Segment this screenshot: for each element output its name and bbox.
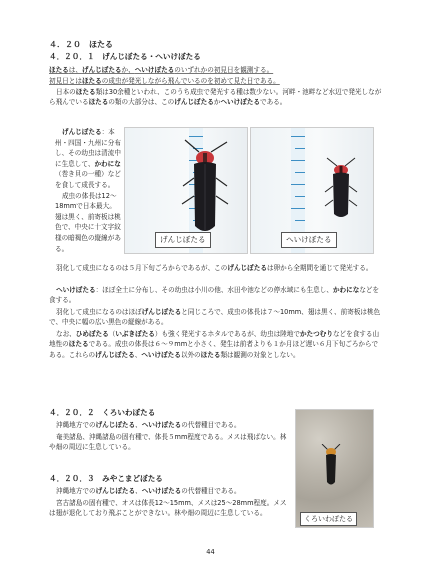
keyword: ひめぼたる [75,330,109,338]
keyword: げんじぼたる [95,421,136,429]
keyword: ほたる [75,88,96,96]
underlined-sentence-1 [49,66,273,74]
keyword: げんじぼたる [95,487,136,495]
text: の代替種目である。 [181,421,241,429]
text: か [213,98,221,107]
genji-paragraph-2: 成虫の体長は12～18mmで日本最大。翅は黒く、前寄板は桃色で、中央に十文字紋様の暗褐色の縦線がある。 [55,191,121,253]
keyword: かわにな [94,159,121,168]
photo-kuroiwa-firefly [295,409,374,528]
firefly-kuroiwa-icon [318,444,344,488]
text: は、 [68,66,82,74]
text: などを食する。 [49,286,380,305]
definition-line-1 [49,65,383,75]
text: 羽化して成虫になるのはほぼ [56,308,142,316]
text: なお、 [56,330,76,338]
subsection-title-4-20-3: ４．２０．３ みやこまどぼたる [49,474,163,483]
keyword: げんじぼたる [81,66,122,74]
keyword: いぶきぼたる [115,330,155,338]
text: （巻き貝の一種）などを食して成長する。 [55,170,121,189]
keyword: ほたる [88,98,109,107]
page-number: 44 [206,548,215,556]
genji-description [55,127,121,254]
text: 、 [135,487,142,495]
heike-paragraph-1 [49,285,383,306]
miyako-paragraph: 宮古諸島の固有種で、オスは体長12～15mm、メスは25～28mm程度。メスは翅が退化しており飛ぶことができない。林や畑の周辺に生息している。 [49,499,287,518]
photo-heike-firefly [250,127,374,254]
keyword: げんじぼたる [227,264,267,272]
keyword: げんじぼたる [141,308,182,316]
text: のいずれかの初見日を観測する。 [174,66,274,74]
keyword: かわにな [332,286,360,294]
text: 以外の [180,350,201,359]
keyword: ほたる [81,77,102,85]
text: の類の大部分は、この [108,98,175,107]
emergence-paragraph [49,263,383,273]
text: と同じころで、成虫の体長は７～10mm、翅は黒く、前寄板は桃色で、中央に幅の広い黒色の縦線がある。 [49,308,381,327]
intro-paragraph [49,87,383,108]
miyako-line-1 [49,486,291,496]
kuroiwa-line-2: 奄美諸島、沖縄諸島の固有種で、体長５mm程度である。メスは飛ばない。林や畑の周辺に生息している。 [49,433,287,452]
text: （ [108,330,116,338]
firefly-heike-icon [319,156,363,222]
keyword: へいけぼたる [141,487,182,495]
keyword: げんじぼたる [62,128,102,136]
keyword: へいけぼたる [134,66,175,74]
keyword: ほたる [49,66,69,74]
genji-paragraph-1 [55,127,121,191]
text: 日本の [56,88,76,96]
text: か、 [121,66,135,74]
text: 羽化して成虫になるのは５月下旬ごろからであるが、この [56,264,228,272]
keyword: へいけぼたる [56,286,96,294]
text: 初見日とは [49,77,82,85]
photo-kuroiwa-caption: くろいわぼたる [300,512,357,526]
text: の成虫が発光しながら飛んでいるのを初めて見た日である。 [101,77,280,85]
text: ：本州・四国・九州に分布し、その幼虫は清流中に生息して、 [55,128,121,168]
text: 類は観測の対象としない。 [220,350,300,359]
subsection-title-4-20-2: ４．２０．２ くろいわぼたる [49,408,156,417]
text: 類は30余種といわれ、このうち成虫で発光する種は数少ない。河畔・池畔など水辺で発光しながら飛んでいる [49,88,382,107]
himebotaru-paragraph [49,329,383,360]
keyword: ほたる [68,340,89,349]
text: などを食する山地性の [49,330,380,349]
text: ：ほぼ全土に分布し、その幼虫は小川の他、水田や池などの停水域にも生息し、 [95,286,333,294]
keyword: へいけぼたる [141,421,182,429]
photo-genji-firefly [124,127,248,254]
keyword: へいけぼたる [220,98,260,107]
keyword: へいけぼたる [141,350,181,359]
text: 沖縄地方での [56,487,96,495]
text: 、 [134,350,142,359]
definition-line-2 [49,76,383,86]
keyword: げんじぼたる [174,98,214,107]
keyword: かたつむり [299,330,333,338]
photo-genji-caption: げんじぼたる [155,232,211,248]
text: である。成虫の体長は６～９mmと小さく、発生は前者よりも１か月ほど遅い６月下旬ごろからである。これらの [49,340,379,359]
text: 、 [135,421,142,429]
text: である。 [260,98,287,107]
underlined-sentence-2 [49,77,280,85]
firefly-genji-icon [175,138,235,238]
photo-heike-caption: へいけぼたる [281,232,337,248]
keyword: げんじぼたる [95,350,135,359]
section-title: ４．２０ ほたる [49,40,113,49]
keyword: ほたる [200,350,221,359]
text: の代替種目である。 [181,487,241,495]
kuroiwa-line-1 [49,420,291,430]
text: 沖縄地方での [56,421,96,429]
text: は卵から全期間を通じて発光する。 [266,264,373,272]
heike-paragraph-2 [49,307,383,328]
subsection-title-4-20-1: ４．２０．１ げんじぼたる・へいけぼたる [49,52,201,61]
text: ）も強く発光するホタルであるが、幼虫は陸地で [154,330,300,338]
